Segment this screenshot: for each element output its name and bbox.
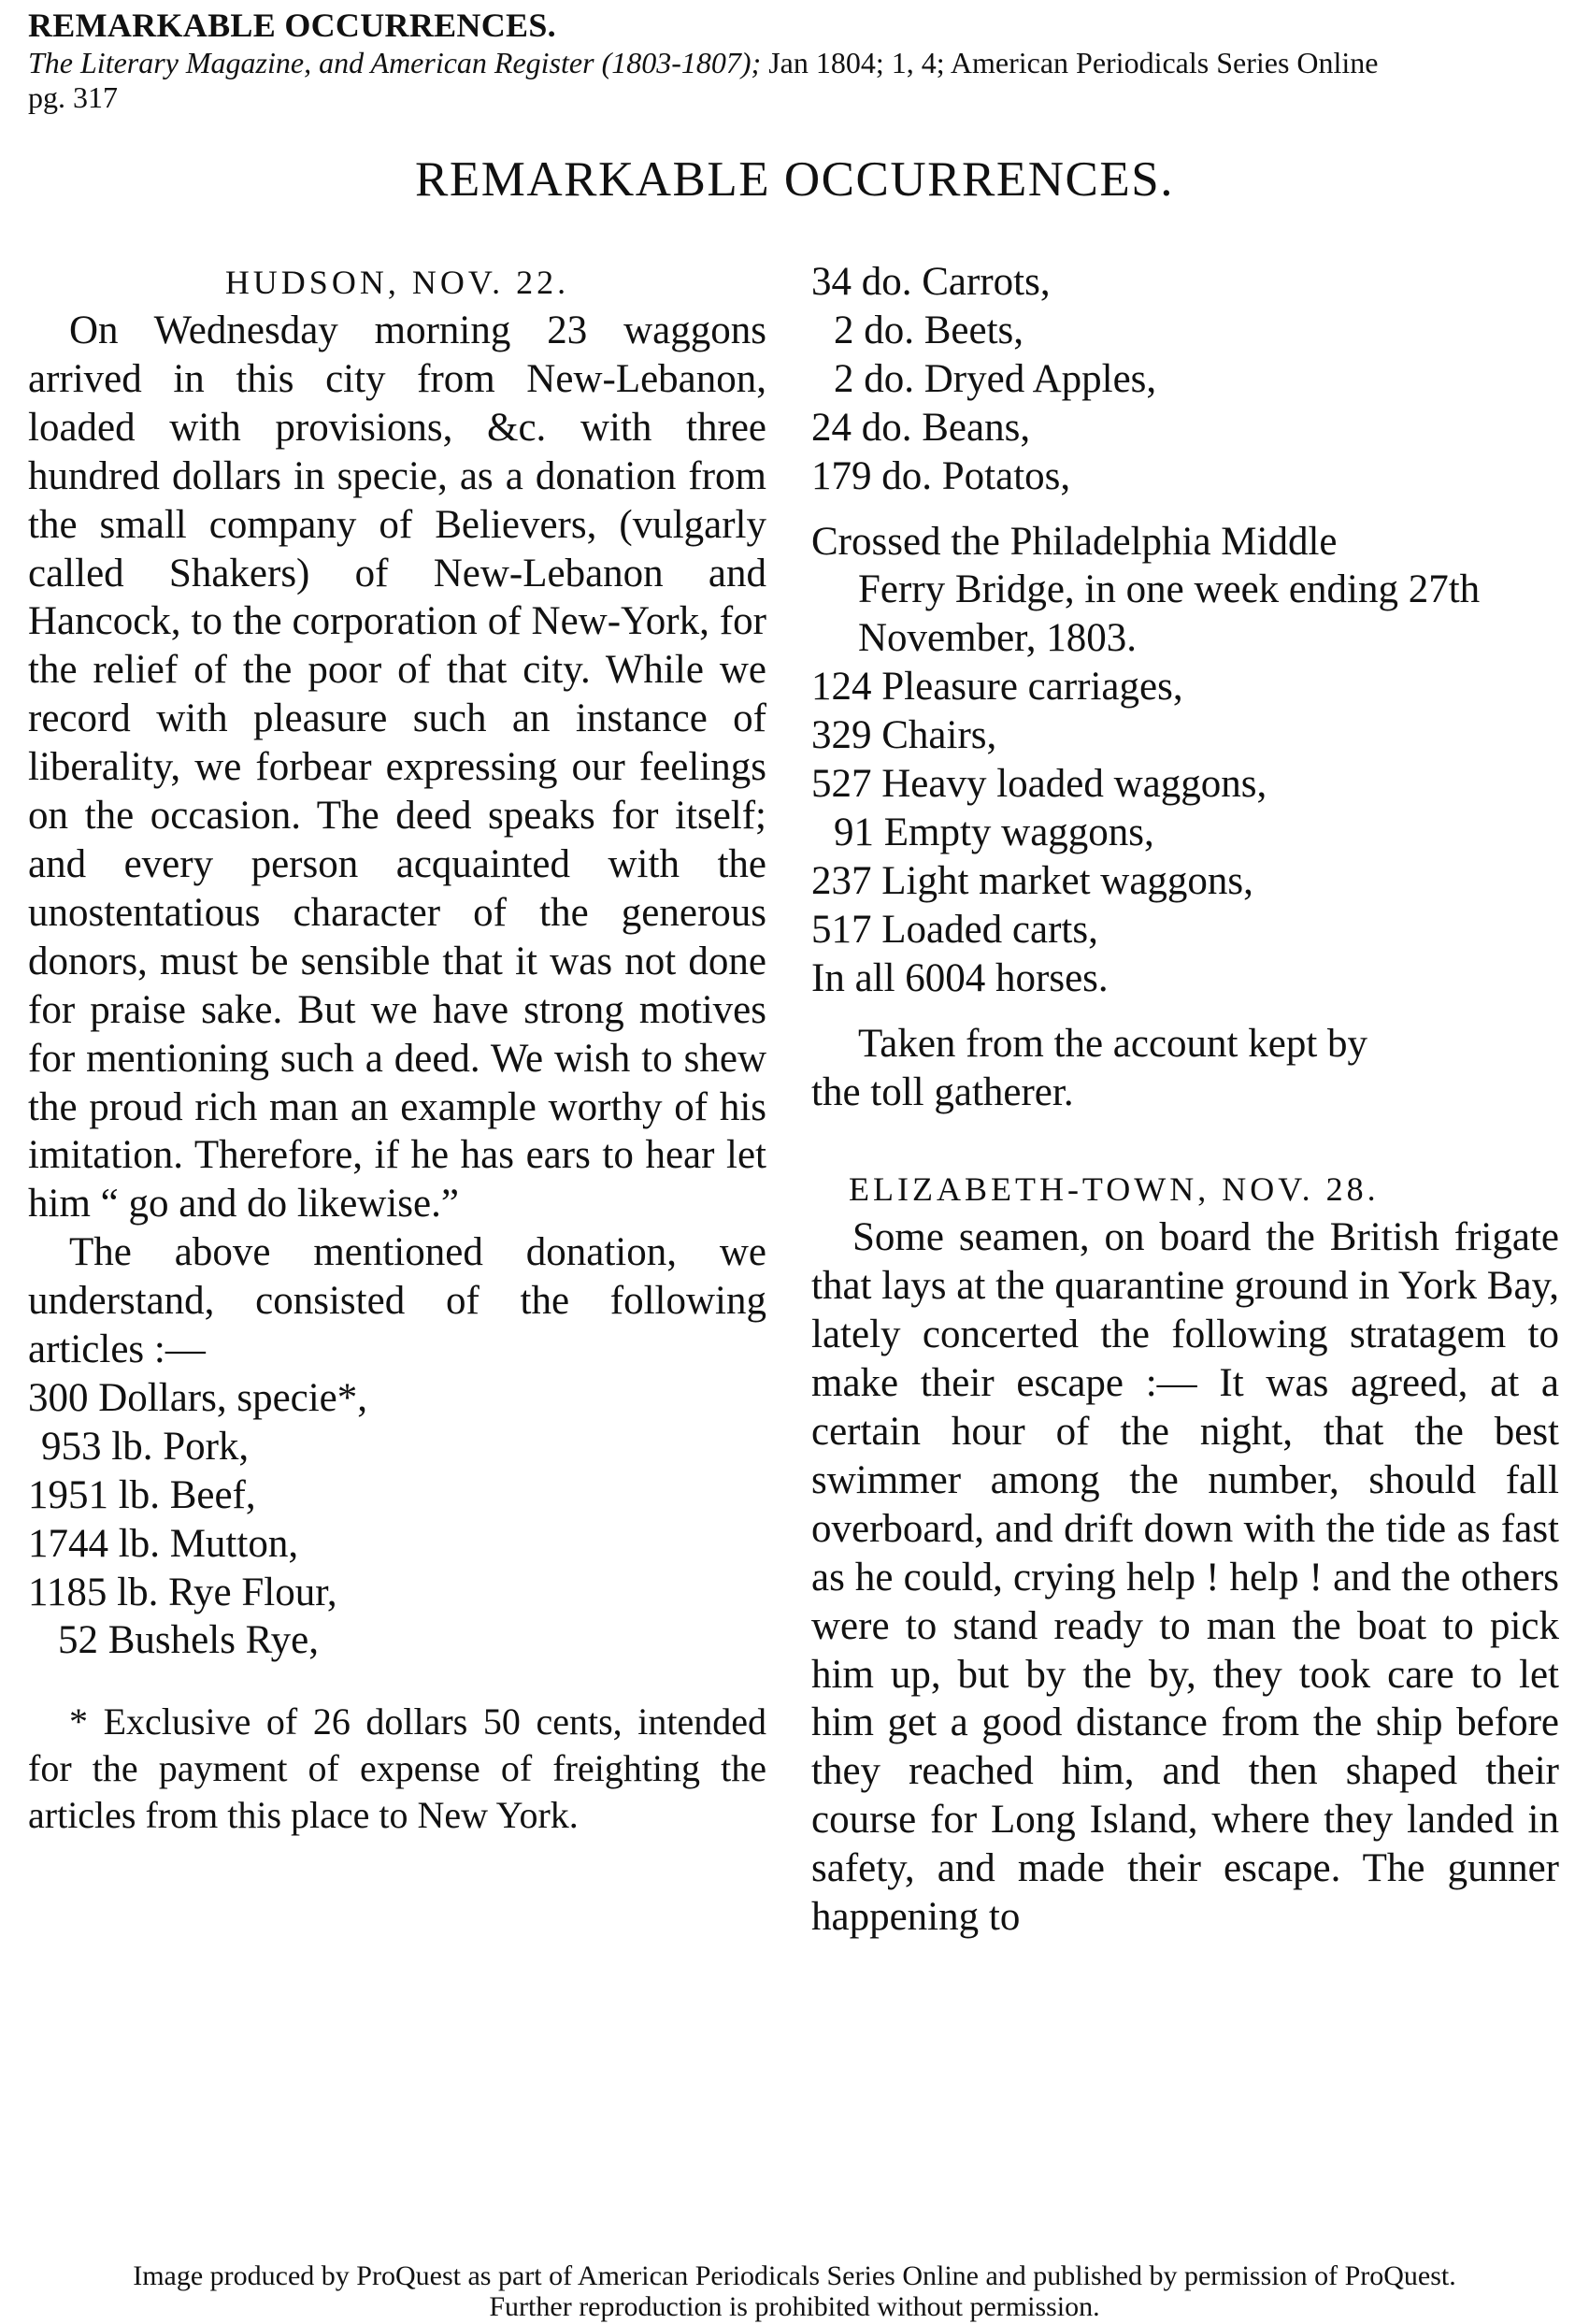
- list-item: 1951 lb. Beef,: [28, 1472, 256, 1517]
- list-item: 1185 lb. Rye Flour,: [28, 1570, 337, 1614]
- toll-note-line2: the toll gatherer.: [811, 1069, 1074, 1114]
- list-item: 329 Chairs,: [811, 713, 997, 758]
- list-item: 91 Empty waggons,: [834, 810, 1154, 854]
- hudson-body: [28, 307, 766, 1374]
- ferry-heading-rest: Ferry Bridge, in one week ending 27th November, 1803.: [858, 567, 1481, 661]
- ferry-heading-line1: Crossed the Philadelphia Middle: [811, 519, 1338, 564]
- produce-list: [811, 258, 1559, 501]
- copyright-line1: Image produced by ProQuest as part of American Periodicals Series Online and published by permission of ProQuest.: [133, 2260, 1456, 2291]
- dateline-hudson: HUDSON, NOV. 22.: [224, 264, 570, 301]
- citation-journal: The Literary Magazine, and American Register (1803-1807);: [28, 46, 762, 79]
- citation-source: [28, 45, 1561, 80]
- citation-details: Jan 1804; 1, 4; American Periodicals Series Online: [761, 46, 1379, 79]
- ferry-heading: [811, 518, 1559, 664]
- citation-title: REMARKABLE OCCURRENCES.: [28, 7, 556, 44]
- list-item: 1744 lb. Mutton,: [28, 1521, 299, 1566]
- donation-list: [28, 1374, 766, 1665]
- list-item: 24 do. Beans,: [811, 405, 1031, 450]
- list-item: 527 Heavy loaded waggons,: [811, 762, 1267, 807]
- citation-header: [28, 6, 1561, 114]
- left-column: [28, 258, 766, 1876]
- list-item: In all 6004 horses.: [811, 955, 1109, 1000]
- toll-note-line1: Taken from the account kept by: [858, 1021, 1368, 1066]
- toll-note: [811, 1020, 1559, 1117]
- copyright-notice: [0, 2260, 1589, 2322]
- list-item: 34 do. Carrots,: [811, 260, 1051, 304]
- list-item: 953 lb. Pork,: [41, 1424, 250, 1469]
- list-item: 237 Light market waggons,: [811, 858, 1253, 903]
- dateline-elizabeth-town: ELIZABETH-TOWN, NOV. 28.: [849, 1170, 1380, 1209]
- list-item: 124 Pleasure carriages,: [811, 665, 1183, 710]
- paragraph-articles-intro: The above mentioned donation, we understand, consisted of the following articles :—: [28, 1230, 766, 1372]
- citation-page: pg. 317: [28, 80, 118, 114]
- paragraph-donation: On Wednesday morning 23 waggons arrived in this city from New-Lebanon, loaded with provisions, &c. with three hundred dollars in specie, as a donation from the small company of Believers, (vulgarly called Shakers) of New-Lebanon and Hancock, to the corporation of New-York, for the relief of the poor of that city. While we record with pleasure such an instance of liberality, we forbear expressing our feelings on the occasion. The deed speaks for itself; and every person acquainted with the unostentatious character of the generous donors, must be sensible that it was not done for praise sake. But we have strong motives for mentioning such a deed. We wish to shew the proud rich man an example worthy of his imitation. Therefore, if he has ears to hear let him “ go and do likewise.”: [28, 308, 766, 1227]
- footnote: * Exclusive of 26 dollars 50 cents, intended for the payment of expense of freighting the articles from this place to New York.: [28, 1700, 766, 1837]
- ferry-list: [811, 663, 1559, 1002]
- list-item: 2 do. Dryed Apples,: [834, 356, 1157, 401]
- paragraph-seamen: Some seamen, on board the British frigate that lays at the quarantine ground in York Bay, lately concerted the following stratagem to make their escape :— It was agreed, at a certain hour of the night, that the best swimmer among the number, should fall overboard, and drift down with the tide as fast as he could, crying help ! help ! and the others were to stand ready to man the boat to pick him up, but by the by, they took care to let him get a good distance from the ship before they reached him, and then shaped their course for Long Island, where they landed in safety, and made their escape. The gunner happening to: [811, 1215, 1559, 1940]
- article-heading: REMARKABLE OCCURRENCES.: [415, 152, 1174, 207]
- list-item: 52 Bushels Rye,: [58, 1618, 319, 1663]
- list-item: 179 do. Potatos,: [811, 453, 1071, 498]
- list-item: 2 do. Beets,: [834, 308, 1024, 352]
- copyright-line2: Further reproduction is prohibited without permission.: [489, 2291, 1100, 2322]
- list-item: 300 Dollars, specie*,: [28, 1375, 368, 1420]
- list-item: 517 Loaded carts,: [811, 907, 1098, 952]
- right-column: [811, 258, 1559, 1942]
